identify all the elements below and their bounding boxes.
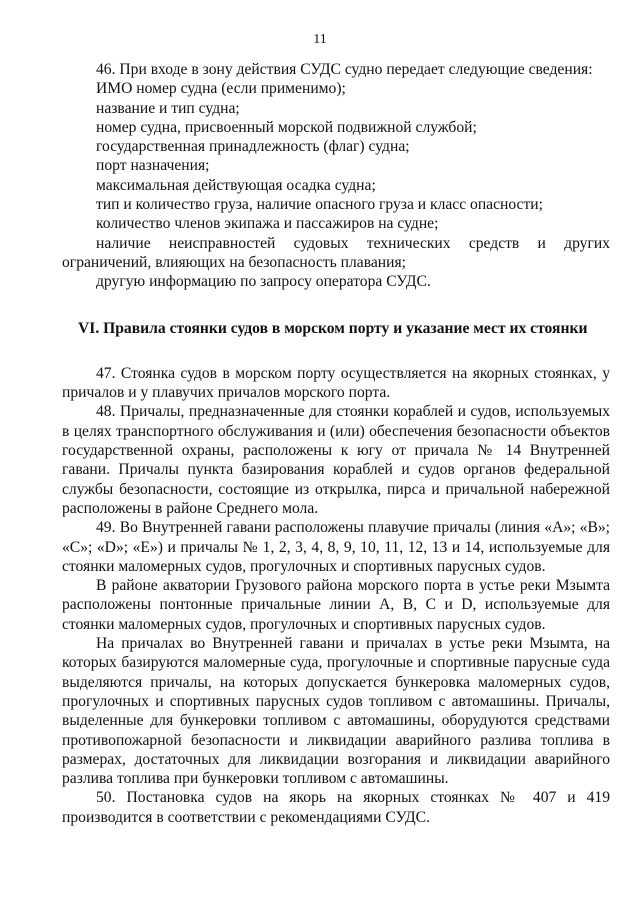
item-46-list-item: название и тип судна;: [96, 99, 240, 117]
section-title: VI. Правила стоянки судов в морском порту и указание мест их стоянки: [78, 319, 588, 337]
paragraph-47: 47. Стоянка судов в морском порту осуществляется на якорных стоянках, у причалов и у плавучих причалов морского порта.: [62, 364, 610, 402]
paragraph-mzymta-pontoons: В районе акватории Грузового района морского порта в устье реки Мзымта расположены понтонные причальные линии А, В, С и D, используемые для стоянки маломерных судов, прогулочных и спортивных парусных судов.: [62, 577, 610, 633]
paragraph-50: 50. Постановка судов на якорь на якорных стоянках № 407 и 419 производится в соответствии с рекомендациями СУДС.: [62, 789, 610, 826]
item-46-list-item: номер судна, присвоенный морской подвижной службой;: [96, 118, 477, 136]
item-46-list-item: ИМО номер судна (если применимо);: [96, 80, 346, 98]
item-46-list-item: тип и количество груза, наличие опасного груза и класс опасности;: [96, 196, 543, 214]
paragraph-bunkering: На причалах во Внутренней гавани и причалах в устье реки Мзымта, на которых базируются маломерные суда, прогулочные и спортивные парусные суда выделяются причалы, на которых допускается бункеровка маломерных судов, прогулочных и спортивных парусных судов топливом с автомашины. Причалы, выделенные для бункеровки топливом с автомашины, оборудуются средствами противопожарной безопасности и ликвидации аварийного разлива топлива в размерах, достаточных для ликвидации возгорания и ликвидации аварийного разлива топлива при бункеровки топливом с автомашины.: [62, 635, 610, 788]
item-46-intro: 46. При входе в зону действия СУДС судно передает следующие сведения:: [96, 61, 593, 78]
item-46-list-item: государственная принадлежность (флаг) судна;: [96, 138, 410, 156]
item-46-list-item: количество членов экипажа и пассажиров на судне;: [96, 215, 439, 233]
page-number: 11: [313, 32, 327, 47]
item-46-list-item: другую информацию по запросу оператора СУДС.: [96, 273, 431, 291]
paragraph-49: 49. Во Внутренней гавани расположены плавучие причалы (линия «А»; «В»; «С»; «D»; «Е») и причалы № 1, 2, 3, 4, 8, 9, 10, 11, 12, 13 и 14, используемые для стоянки маломерных судов, прогулочных и спортивных парусных судов.: [62, 519, 610, 575]
item-46-list-item: наличие неисправностей судовых технических средств и других ограничений, влияющих на безопасность плавания;: [62, 234, 610, 271]
paragraph-48: 48. Причалы, предназначенные для стоянки кораблей и судов, используемых в целях транспортного обслуживания и (или) обеспечения безопасности объектов государственной охраны, расположены к югу от причала № 14 Внутренней гавани. Причалы пункта базирования кораблей и судов органов федеральной службы безопасности, состоящие из открылка, пирса и причальной набережной расположены в районе Среднего мола.: [62, 403, 610, 517]
page-content: [62, 60, 610, 827]
item-46-list-item: максимальная действующая осадка судна;: [96, 176, 376, 194]
item-46-list-item: порт назначения;: [96, 157, 210, 175]
